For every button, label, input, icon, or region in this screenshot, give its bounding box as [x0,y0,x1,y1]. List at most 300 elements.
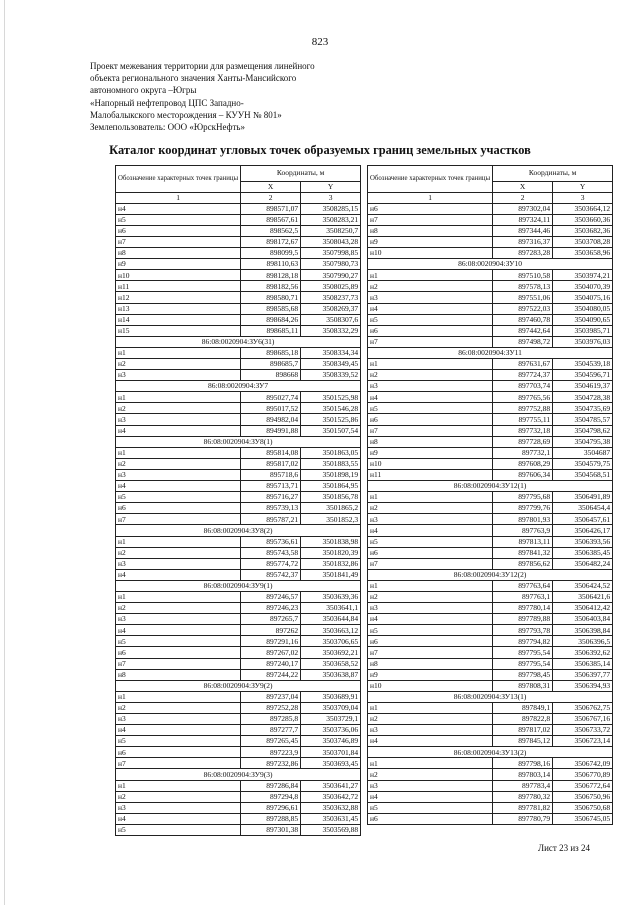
header-line: Малобалыкского месторождения – КУУН № 801» [90,109,282,120]
table-row [368,236,613,247]
section-row [116,336,361,347]
table-row [116,292,361,303]
x-value: 897849,1 [493,702,553,713]
y-value: 3503658,52 [301,658,361,669]
table-row [368,370,613,381]
y-value: 3504619,37 [553,381,613,392]
table-row [116,780,361,791]
point-name: н2 [368,370,493,381]
y-value: 3504579,75 [553,458,613,469]
x-value: 897732,1 [493,447,553,458]
designation-header: Обозначение характерных точек границы [368,166,493,193]
point-name: н6 [368,547,493,558]
table-row [116,447,361,458]
x-value: 897795,54 [493,647,553,658]
y-value: 3504798,62 [553,425,613,436]
y-value: 3503663,12 [301,625,361,636]
x-value: 897265,45 [241,736,301,747]
table-row [368,214,613,225]
table-row [368,203,613,214]
point-name: н9 [368,236,493,247]
y-value: 3503708,28 [553,236,613,247]
y-value: 3504539,18 [553,359,613,370]
y-value: 3503641,1 [301,603,361,614]
point-name: н6 [368,414,493,425]
table-row [116,259,361,270]
x-value: 897316,37 [493,236,553,247]
table-row [116,203,361,214]
x-value: 898562,5 [241,225,301,236]
y-value: 3503693,45 [301,758,361,769]
table-row [116,547,361,558]
point-name: н2 [116,791,241,802]
x-value: 897631,67 [493,359,553,370]
coordinates-header: Координаты, м [493,166,613,182]
x-value: 897510,58 [493,270,553,281]
point-name: н2 [368,769,493,780]
table-row [368,458,613,469]
point-name: н5 [368,802,493,813]
y-value: 3506398,84 [553,625,613,636]
x-value: 897845,12 [493,736,553,747]
table-row [116,414,361,425]
table-row [116,281,361,292]
y-value: 3503706,65 [301,636,361,647]
x-value: 897793,78 [493,625,553,636]
y-header: Y [301,181,361,192]
y-value: 3503736,06 [301,725,361,736]
y-value: 3506421,6 [553,591,613,602]
x-value: 897294,8 [241,791,301,802]
y-value: 3508025,89 [301,281,361,292]
y-value: 3503692,21 [301,647,361,658]
y-value: 3503976,03 [553,336,613,347]
point-name: н4 [116,569,241,580]
point-name: н1 [116,536,241,547]
point-name: н3 [368,292,493,303]
table-row [116,225,361,236]
table-row [368,248,613,259]
y-value: 3501820,39 [301,547,361,558]
parcel-number: 86:08:0020904:ЗУ12(1) [368,481,613,492]
point-name: н3 [368,381,493,392]
table-row [116,802,361,813]
point-name: н7 [116,236,241,247]
point-name: н5 [368,403,493,414]
table-row [116,325,361,336]
parcel-number: 86:08:0020904:ЗУ6(31) [116,336,361,347]
point-name: н2 [116,403,241,414]
table-row [368,636,613,647]
y-value: 3504090,65 [553,314,613,325]
designation-header: Обозначение характерных точек границы [116,166,241,193]
point-name: н4 [368,392,493,403]
point-name: н3 [116,469,241,480]
x-value: 897522,03 [493,303,553,314]
y-value: 3504687 [553,447,613,458]
point-name: н4 [368,614,493,625]
point-name: н3 [116,370,241,381]
table-row [368,525,613,536]
x-value: 898685,11 [241,325,301,336]
document-header [90,60,410,133]
x-value: 895743,58 [241,547,301,558]
x-value: 897460,78 [493,314,553,325]
x-value: 897232,86 [241,758,301,769]
table-row [368,359,613,370]
y-value: 3507990,27 [301,270,361,281]
y-value: 3504785,57 [553,414,613,425]
parcel-number: 86:08:0020904:ЗУ8(1) [116,436,361,447]
x-value: 897799,76 [493,503,553,514]
point-name: н8 [116,669,241,680]
x-value: 897578,13 [493,281,553,292]
table-row [368,680,613,691]
section-row [368,747,613,758]
table-row [368,580,613,591]
y-value: 3508285,15 [301,203,361,214]
x-value: 897794,82 [493,636,553,647]
y-value: 3506424,52 [553,580,613,591]
point-name: н4 [116,725,241,736]
x-value: 897265,7 [241,614,301,625]
x-value: 897780,14 [493,603,553,614]
point-name: н2 [368,714,493,725]
point-name: н5 [368,536,493,547]
point-name: н5 [116,736,241,747]
table-row [368,325,613,336]
point-name: н7 [116,758,241,769]
table-row [368,547,613,558]
y-value: 3508332,29 [301,325,361,336]
table-row [368,314,613,325]
y-value: 3504070,39 [553,281,613,292]
x-value: 895739,13 [241,503,301,514]
point-name: н2 [116,702,241,713]
table-row [116,248,361,259]
table-row [368,225,613,236]
point-name: н1 [116,591,241,602]
table-row [116,347,361,358]
table-row [116,536,361,547]
y-value: 3503709,04 [301,702,361,713]
y-value: 3507998,85 [301,248,361,259]
point-name: н13 [116,303,241,314]
table-row [368,758,613,769]
parcel-number: 86:08:0020904:ЗУ9(3) [116,769,361,780]
point-name: н6 [368,325,493,336]
section-row [368,691,613,702]
x-value: 897732,18 [493,425,553,436]
point-name: н10 [368,680,493,691]
x-value: 898567,61 [241,214,301,225]
x-header: X [241,181,301,192]
y-value: 3508334,34 [301,347,361,358]
y-value: 3501865,2 [301,503,361,514]
table-row [368,503,613,514]
x-value: 897813,11 [493,536,553,547]
y-value: 3503641,27 [301,780,361,791]
x-value: 897765,56 [493,392,553,403]
point-name: н1 [368,359,493,370]
point-name: н5 [116,492,241,503]
point-name: н1 [368,702,493,713]
x-value: 897808,31 [493,680,553,691]
y-value: 3503729,1 [301,714,361,725]
x-value: 897498,72 [493,336,553,347]
y-value: 3503638,87 [301,669,361,680]
point-name: н4 [368,791,493,802]
x-value: 897780,32 [493,791,553,802]
y-value: 3508250,7 [301,225,361,236]
section-row [116,436,361,447]
x-value: 897801,93 [493,514,553,525]
x-value: 897798,45 [493,669,553,680]
y-value: 3504795,38 [553,436,613,447]
x-header: X [493,181,553,192]
table-row [116,758,361,769]
x-value: 897841,32 [493,547,553,558]
y-value: 3506742,09 [553,758,613,769]
point-name: н3 [116,558,241,569]
table-row [116,392,361,403]
x-value: 897240,17 [241,658,301,669]
y-value: 3501525,86 [301,414,361,425]
column-number: 1 [116,192,241,203]
y-value: 3506733,72 [553,725,613,736]
y-value: 3506426,17 [553,525,613,536]
table-row [116,359,361,370]
point-name: н9 [368,447,493,458]
y-value: 3503701,84 [301,747,361,758]
point-name: н1 [368,580,493,591]
y-value: 3506457,61 [553,514,613,525]
y-value: 3503631,45 [301,813,361,824]
table-row [368,414,613,425]
x-value: 897301,38 [241,824,301,835]
x-value: 895713,71 [241,481,301,492]
y-value: 3503642,72 [301,791,361,802]
header-line: «Напорный нефтепровод ЦПС Западно- [90,97,244,108]
table-row [116,824,361,835]
point-name: н1 [368,270,493,281]
x-value: 897795,54 [493,658,553,669]
point-name: н6 [368,203,493,214]
catalog-title: Каталог координат угловых точек образуемых границ земельных участков [109,143,531,157]
parcel-number: 86:08:0020904:ЗУ9(2) [116,680,361,691]
point-name: н1 [116,780,241,791]
x-value: 897856,62 [493,558,553,569]
y-value: 3503660,36 [553,214,613,225]
parcel-number: 86:08:0020904:ЗУ12(2) [368,569,613,580]
table-row [368,336,613,347]
point-name: н4 [116,425,241,436]
table-row [368,403,613,414]
table-row [116,214,361,225]
point-name: н2 [368,503,493,514]
x-value: 897246,57 [241,591,301,602]
x-value: 898110,63 [241,259,301,270]
table-row [368,469,613,480]
y-header: Y [553,181,613,192]
x-value: 897780,79 [493,813,553,824]
y-value: 3506750,68 [553,802,613,813]
point-name: н3 [116,714,241,725]
x-value: 897344,46 [493,225,553,236]
x-value: 897728,69 [493,436,553,447]
y-value: 3501525,98 [301,392,361,403]
x-value: 897442,64 [493,325,553,336]
x-value: 897288,85 [241,813,301,824]
point-name: н8 [116,248,241,259]
table-row [116,647,361,658]
page-number: 823 [311,36,329,48]
x-value: 895718,6 [241,469,301,480]
table-row [116,503,361,514]
y-value: 3508283,21 [301,214,361,225]
y-value: 3501841,49 [301,569,361,580]
x-value: 898668 [241,370,301,381]
column-number: 2 [493,192,553,203]
y-value: 3501546,28 [301,403,361,414]
y-value: 3504075,16 [553,292,613,303]
x-value: 898685,7 [241,359,301,370]
point-name: н11 [116,281,241,292]
x-value: 895742,37 [241,569,301,580]
y-value: 3506385,45 [553,547,613,558]
x-value: 898684,26 [241,314,301,325]
y-value: 3501856,78 [301,492,361,503]
x-value: 895017,52 [241,403,301,414]
y-value: 3506770,89 [553,769,613,780]
y-value: 3506491,89 [553,492,613,503]
point-name: н5 [368,314,493,325]
point-name: н8 [368,225,493,236]
x-value: 897551,06 [493,292,553,303]
y-value: 3508043,28 [301,236,361,247]
point-name: н9 [116,259,241,270]
table-row [116,558,361,569]
table-row [116,625,361,636]
table-body-left [116,203,361,835]
table-row [116,303,361,314]
table-row [368,292,613,303]
table-row [116,702,361,713]
point-name: н10 [116,270,241,281]
point-name: н6 [116,225,241,236]
y-value: 3501838,98 [301,536,361,547]
point-name: н3 [116,614,241,625]
y-value: 3506394,93 [553,680,613,691]
header-line: автономного округа –Югры [90,85,197,96]
x-value: 898099,5 [241,248,301,259]
y-value: 3503664,12 [553,203,613,214]
y-value: 3506397,77 [553,669,613,680]
point-name: н3 [368,780,493,791]
table-row [116,658,361,669]
table-row [368,447,613,458]
table-row [368,769,613,780]
point-name: н6 [116,747,241,758]
table-row [116,714,361,725]
x-value: 894982,04 [241,414,301,425]
point-name: н6 [116,503,241,514]
y-value: 3501507,54 [301,425,361,436]
column-number: 1 [368,192,493,203]
header-line: объекта регионального значения Ханты-Мансийского [90,73,297,84]
x-value: 897724,37 [493,370,553,381]
table-row [116,370,361,381]
point-name: н1 [368,492,493,503]
table-row [116,591,361,602]
point-name: н2 [116,458,241,469]
table-row [116,425,361,436]
y-value: 3501832,86 [301,558,361,569]
y-value: 3506412,42 [553,603,613,614]
table-row [368,492,613,503]
table-row [368,802,613,813]
point-name: н4 [116,813,241,824]
y-value: 3506396,5 [553,636,613,647]
x-value: 897763,9 [493,525,553,536]
table-row [368,270,613,281]
table-row [116,603,361,614]
x-value: 895716,27 [241,492,301,503]
point-name: н1 [368,758,493,769]
table-row [368,658,613,669]
point-name: н2 [368,591,493,602]
point-name: н2 [116,359,241,370]
point-name: н7 [116,514,241,525]
point-name: н10 [368,458,493,469]
coordinates-table-left [115,165,361,836]
point-name: н11 [368,469,493,480]
x-value: 895814,08 [241,447,301,458]
x-value: 897817,02 [493,725,553,736]
y-value: 3504728,38 [553,392,613,403]
x-value: 895736,61 [241,536,301,547]
x-value: 898685,18 [241,347,301,358]
point-name: н7 [368,558,493,569]
point-name: н8 [368,436,493,447]
x-value: 897755,11 [493,414,553,425]
x-value: 898172,67 [241,236,301,247]
section-row [368,569,613,580]
point-name: н14 [116,314,241,325]
y-value: 3507980,73 [301,259,361,270]
coordinates-table-right [367,165,613,825]
table-row [368,780,613,791]
table-row [116,669,361,680]
x-value: 897822,8 [493,714,553,725]
y-value: 3506745,05 [553,813,613,824]
y-value: 3503658,96 [553,248,613,259]
point-name: н2 [368,281,493,292]
x-value: 897223,9 [241,747,301,758]
x-value: 898585,68 [241,303,301,314]
y-value: 3508237,73 [301,292,361,303]
point-name: н3 [116,802,241,813]
x-value: 897703,74 [493,381,553,392]
header-line: Землепользователь: ООО «ЮрскНефть» [90,122,245,133]
y-value: 3506403,84 [553,614,613,625]
point-name: н12 [116,292,241,303]
y-value: 3501852,3 [301,514,361,525]
y-value: 3504596,71 [553,370,613,381]
table-row [368,736,613,747]
table-row [368,669,613,680]
y-value: 3503682,36 [553,225,613,236]
